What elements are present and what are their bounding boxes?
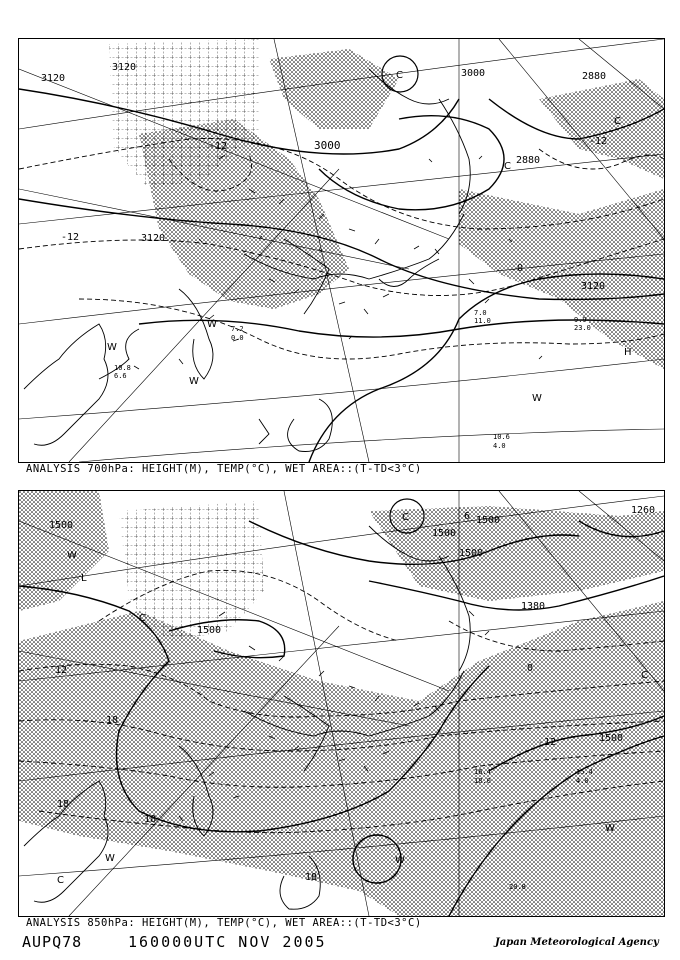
height-label: 1500 xyxy=(599,733,624,744)
station-value: 4.0 xyxy=(576,777,589,785)
height-label: 3120 xyxy=(141,233,166,244)
height-label: 3120 xyxy=(581,281,606,292)
station-observation-values xyxy=(114,309,591,450)
map-panel-700hpa xyxy=(18,38,665,463)
cold-center-marker: C xyxy=(57,875,64,886)
map-850hpa-canvas xyxy=(19,491,664,916)
height-label: 1380 xyxy=(521,601,546,612)
height-label: 2880 xyxy=(516,155,541,166)
agency-name: Japan Meteorological Agency xyxy=(495,937,659,948)
cold-center-marker: C xyxy=(641,670,648,681)
cold-center-marker: C xyxy=(139,613,146,624)
temperature-label: 6 xyxy=(464,511,471,522)
warm-center-marker: W xyxy=(395,855,405,866)
station-value: 7.2 xyxy=(231,325,244,333)
cold-center-marker: C xyxy=(402,512,409,523)
station-value: 16.4 xyxy=(474,768,491,776)
station-value: 11.0 xyxy=(474,317,491,325)
station-value: 10.8 xyxy=(114,364,131,372)
cold-center-marker: C xyxy=(614,116,621,127)
map-panel-850hpa xyxy=(18,490,665,917)
temperature-label: -12 xyxy=(589,136,608,147)
warm-center-marker: W xyxy=(105,853,115,864)
height-label: 1260 xyxy=(631,505,656,516)
chart-id: AUPQ78 xyxy=(22,933,83,951)
height-label: 1500 xyxy=(432,528,457,539)
warm-center-marker: W xyxy=(107,342,117,353)
station-value: 10.6 xyxy=(493,433,510,441)
station-value: 9.9 xyxy=(574,316,587,324)
station-value: 4.0 xyxy=(493,442,506,450)
height-label: 1500 xyxy=(49,520,74,531)
height-label: 2880 xyxy=(582,71,607,82)
temperature-label: -12 xyxy=(209,141,228,152)
temperature-label: 18 xyxy=(144,814,157,825)
temperature-label: -12 xyxy=(61,232,80,243)
height-label: 3120 xyxy=(41,73,66,84)
temperature-label: 18 xyxy=(57,799,70,810)
map-700hpa-canvas xyxy=(19,39,664,462)
panel-caption-850hpa: ANALYSIS 850hPa: HEIGHT(M), TEMP(°C), WET AREA::(T-TD<3°C) xyxy=(26,917,422,929)
height-label: 3000 xyxy=(314,139,341,152)
temperature-label: -12 xyxy=(538,737,557,748)
temperature-label: 18 xyxy=(305,872,318,883)
station-value: 18.0 xyxy=(474,777,491,785)
height-label: 1500 xyxy=(459,548,484,559)
temperature-label: 12 xyxy=(55,665,68,676)
station-value: 0.0 xyxy=(231,334,244,342)
temperature-label: 0 xyxy=(527,663,534,674)
station-value: 23.0 xyxy=(574,324,591,332)
temperature-label: 0 xyxy=(517,263,524,274)
station-value: 7.0 xyxy=(474,309,487,317)
station-value: 6.6 xyxy=(114,372,127,380)
height-label: 1500 xyxy=(197,625,222,636)
issue-time: 160000UTC NOV 2005 xyxy=(128,933,327,951)
high-center-marker: H xyxy=(624,347,632,358)
low-center-marker: L xyxy=(81,573,87,584)
temperature-label: 18 xyxy=(106,715,119,726)
cold-center-marker: C xyxy=(504,161,511,172)
station-value: 20.8 xyxy=(509,883,526,891)
station-value: 15.4 xyxy=(576,768,593,776)
height-label: 1500 xyxy=(476,515,501,526)
warm-center-marker: W xyxy=(67,550,77,561)
warm-center-marker: W xyxy=(207,319,217,330)
panel-caption-700hpa: ANALYSIS 700hPa: HEIGHT(M), TEMP(°C), WET AREA::(T-TD<3°C) xyxy=(26,463,422,475)
height-label: 3000 xyxy=(461,68,486,79)
warm-center-marker: W xyxy=(189,376,199,387)
warm-center-marker: W xyxy=(605,823,615,834)
cold-center-marker: C xyxy=(396,70,403,81)
warm-center-marker: W xyxy=(532,393,542,404)
height-label: 3120 xyxy=(112,62,137,73)
